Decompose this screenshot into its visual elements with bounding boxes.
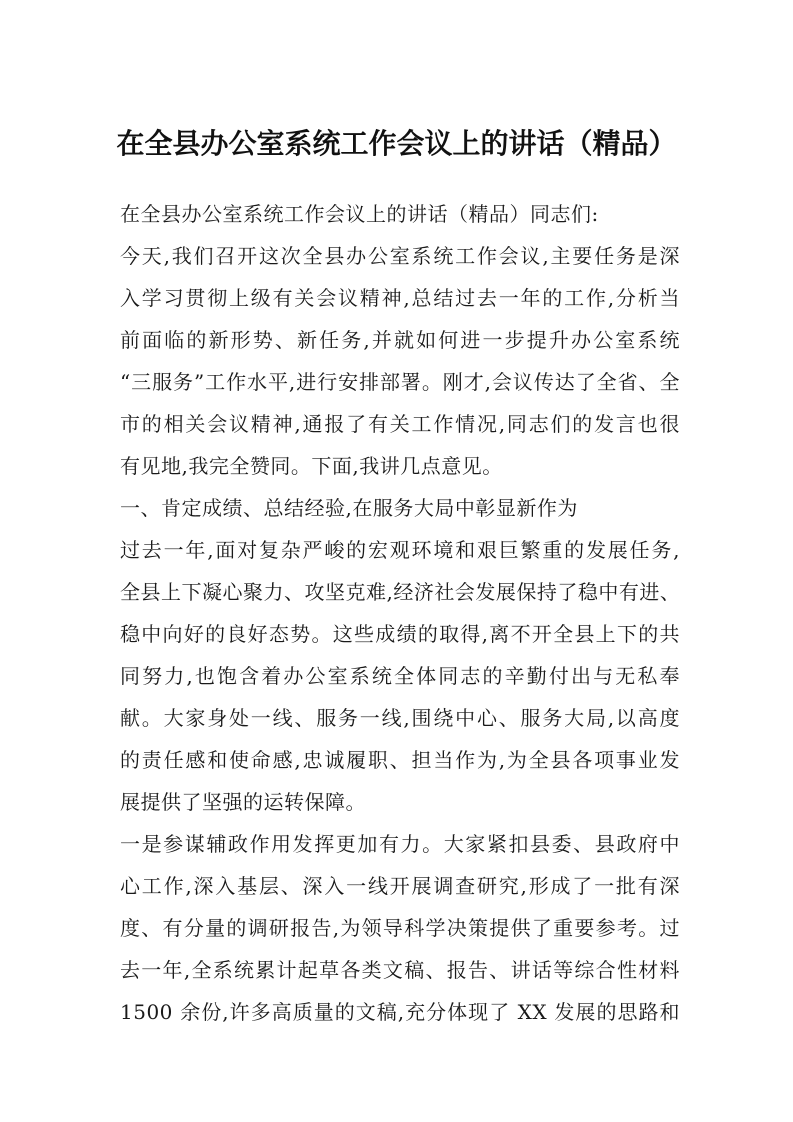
body-line: 入学习贯彻上级有关会议精神,总结过去一年的工作,分析当	[120, 286, 680, 310]
body-line: 前面临的新形势、新任务,并就如何进一步提升办公室系统	[120, 328, 680, 352]
body-line: 在全县办公室系统工作会议上的讲话（精品）同志们:	[120, 202, 599, 226]
body-line: 的责任感和使命感,忠诚履职、担当作为,为全县各项事业发	[120, 748, 680, 772]
body-line: 去一年,全系统累计起草各类文稿、报告、讲话等综合性材料	[120, 958, 680, 982]
body-line: 过去一年,面对复杂严峻的宏观环境和艰巨繁重的发展任务,	[120, 538, 680, 562]
body-line: 市的相关会议精神,通报了有关工作情况,同志们的发言也很	[120, 412, 680, 436]
body-line: 1500 余份,许多高质量的文稿,充分体现了 XX 发展的思路和	[120, 1000, 680, 1024]
body-line: 全县上下凝心聚力、攻坚克难,经济社会发展保持了稳中有进、	[120, 580, 681, 604]
body-line: 稳中向好的良好态势。这些成绩的取得,离不开全县上下的共	[120, 622, 680, 646]
body-line: 今天,我们召开这次全县办公室系统工作会议,主要任务是深	[120, 244, 680, 268]
body-line: “三服务”工作水平,进行安排部署。刚才,会议传达了全省、全	[120, 370, 680, 394]
body-line: 同努力,也饱含着办公室系统全体同志的辛勤付出与无私奉	[120, 664, 680, 688]
document-body	[120, 193, 680, 1033]
document-title: 在全县办公室系统工作会议上的讲话（精品）	[116, 127, 677, 160]
body-line: 展提供了坚强的运转保障。	[120, 790, 366, 814]
body-line: 一是参谋辅政作用发挥更加有力。大家紧扣县委、县政府中	[120, 832, 680, 856]
body-line: 心工作,深入基层、深入一线开展调查研究,形成了一批有深	[120, 874, 680, 898]
body-line: 度、有分量的调研报告,为领导科学决策提供了重要参考。过	[120, 916, 680, 940]
section-heading: 一、肯定成绩、总结经验,在服务大局中彰显新作为	[120, 496, 578, 520]
body-line: 有见地,我完全赞同。下面,我讲几点意见。	[120, 454, 503, 478]
body-line: 献。大家身处一线、服务一线,围绕中心、服务大局,以高度	[120, 706, 680, 730]
